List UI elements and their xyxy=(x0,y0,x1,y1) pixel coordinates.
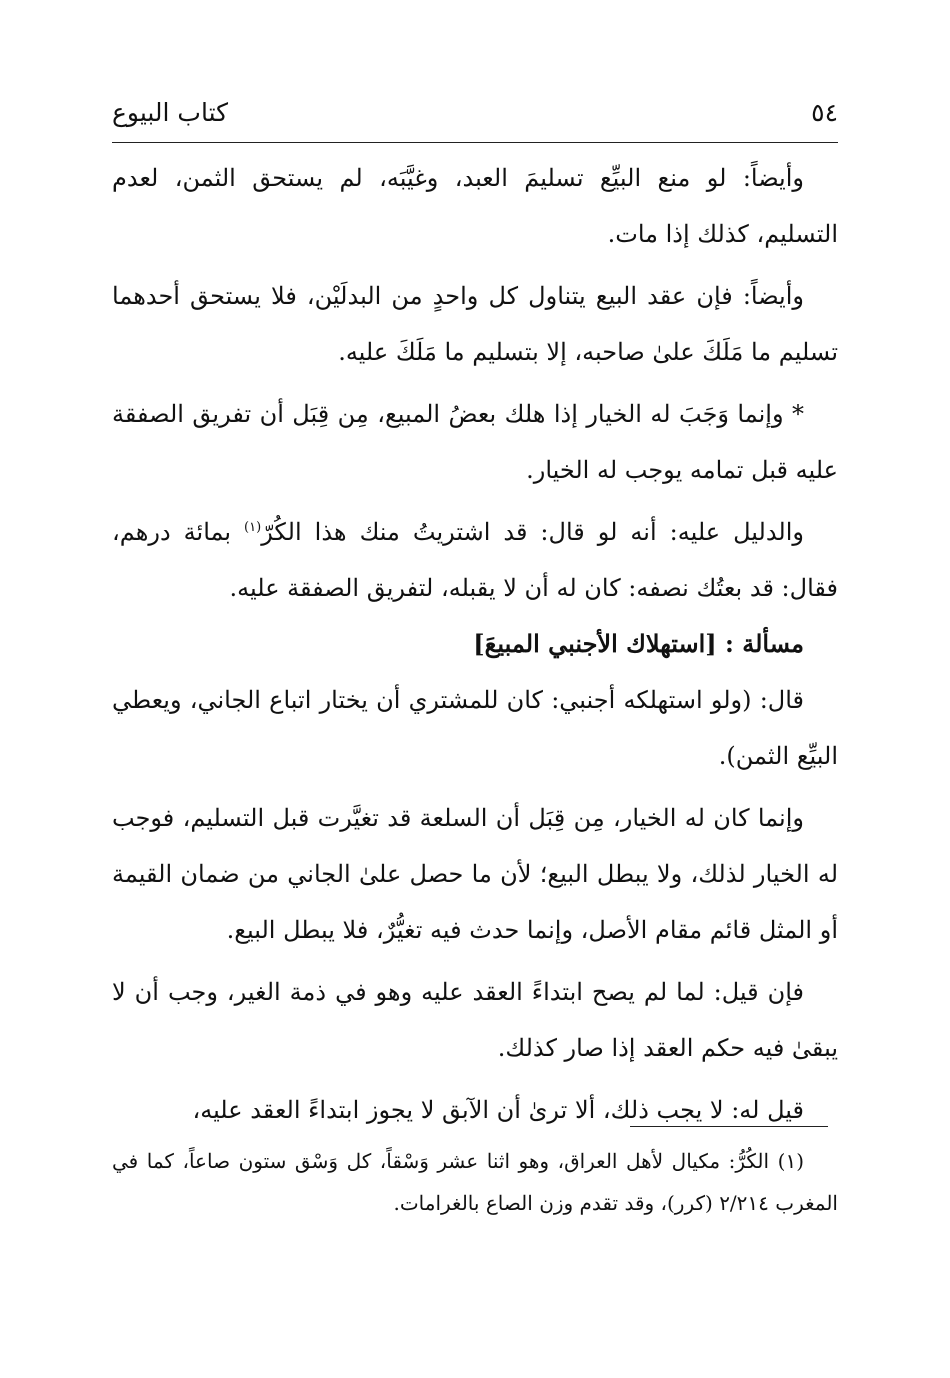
footnote-divider xyxy=(630,1126,828,1127)
paragraph-8: قيل له: لا يجب ذلك، ألا ترىٰ أن الآبق لا يجوز ابتداءً العقد عليه، xyxy=(192,1096,804,1124)
paragraph-4-text-start: والدليل عليه: أنه لو قال: قد اشتريتُ منك هذا الكُرّ xyxy=(261,518,804,546)
section-heading: مسألة : [استهلاك الأجنبي المبيعَ] xyxy=(473,629,804,658)
paragraph-6: وإنما كان له الخيار، مِن قِبَل أن السلعة قد تغيَّرت قبل التسليم، فوجب له الخيار لذلك، ولا يبطل البيع؛ لأن ما حصل علىٰ الجاني من ضمان القيمة أو المثل قائم مقام الأصل، وإنما حدث فيه تغيُّرٌ، فلا يبطل البيع. xyxy=(112,804,839,944)
paragraph-2: وأيضاً: فإن عقد البيع يتناول كل واحدٍ من البدلَيْن، فلا يستحق أحدهما تسليم ما مَلَكَ علىٰ صاحبه، إلا بتسليم ما مَلَكَ عليه. xyxy=(112,282,838,366)
paragraph-4 xyxy=(112,504,838,616)
page-header xyxy=(112,92,838,143)
footnotes xyxy=(112,1140,838,1224)
page-number: ٥٤ xyxy=(811,98,838,127)
footnote-1: (١) الكُرُّ: مكيال لأهل العراق، وهو اثنا عشر وَسْقاً، كل وَسْق ستون صاعاً، كما في المغرب ٢/٢١٤ (كرر)، وقد تقدم وزن الصاع بالغرامات. xyxy=(112,1149,838,1215)
paragraph-5: قال: (ولو استهلكه أجنبي: كان للمشتري أن يختار اتباع الجاني، ويعطي البيِّع الثمن). xyxy=(112,686,838,770)
running-title: كتاب البيوع xyxy=(112,98,229,127)
paragraph-3: * وإنما وَجَبَ له الخيار إذا هلك بعضُ المبيع، مِن قِبَل أن تفريق الصفقة عليه قبل تمامه يوجب له الخيار. xyxy=(112,400,838,484)
paragraph-7: فإن قيل: لما لم يصح ابتداءً العقد عليه وهو في ذمة الغير، وجب أن لا يبقىٰ فيه حكم العقد إذا صار كذلك. xyxy=(112,978,838,1062)
paragraph-1: وأيضاً: لو منع البيِّع تسليمَ العبد، وغيَّبَه، لم يستحق الثمن، لعدم التسليم، كذلك إذا مات. xyxy=(112,164,838,248)
paragraph-4-text-end: بمائة درهم، فقال: قد بعتُك نصفه: كان له أن لا يقبله، لتفريق الصفقة عليه. xyxy=(112,518,838,602)
main-text xyxy=(112,150,838,1138)
footnote-ref-1[interactable]: (١) xyxy=(244,520,262,535)
